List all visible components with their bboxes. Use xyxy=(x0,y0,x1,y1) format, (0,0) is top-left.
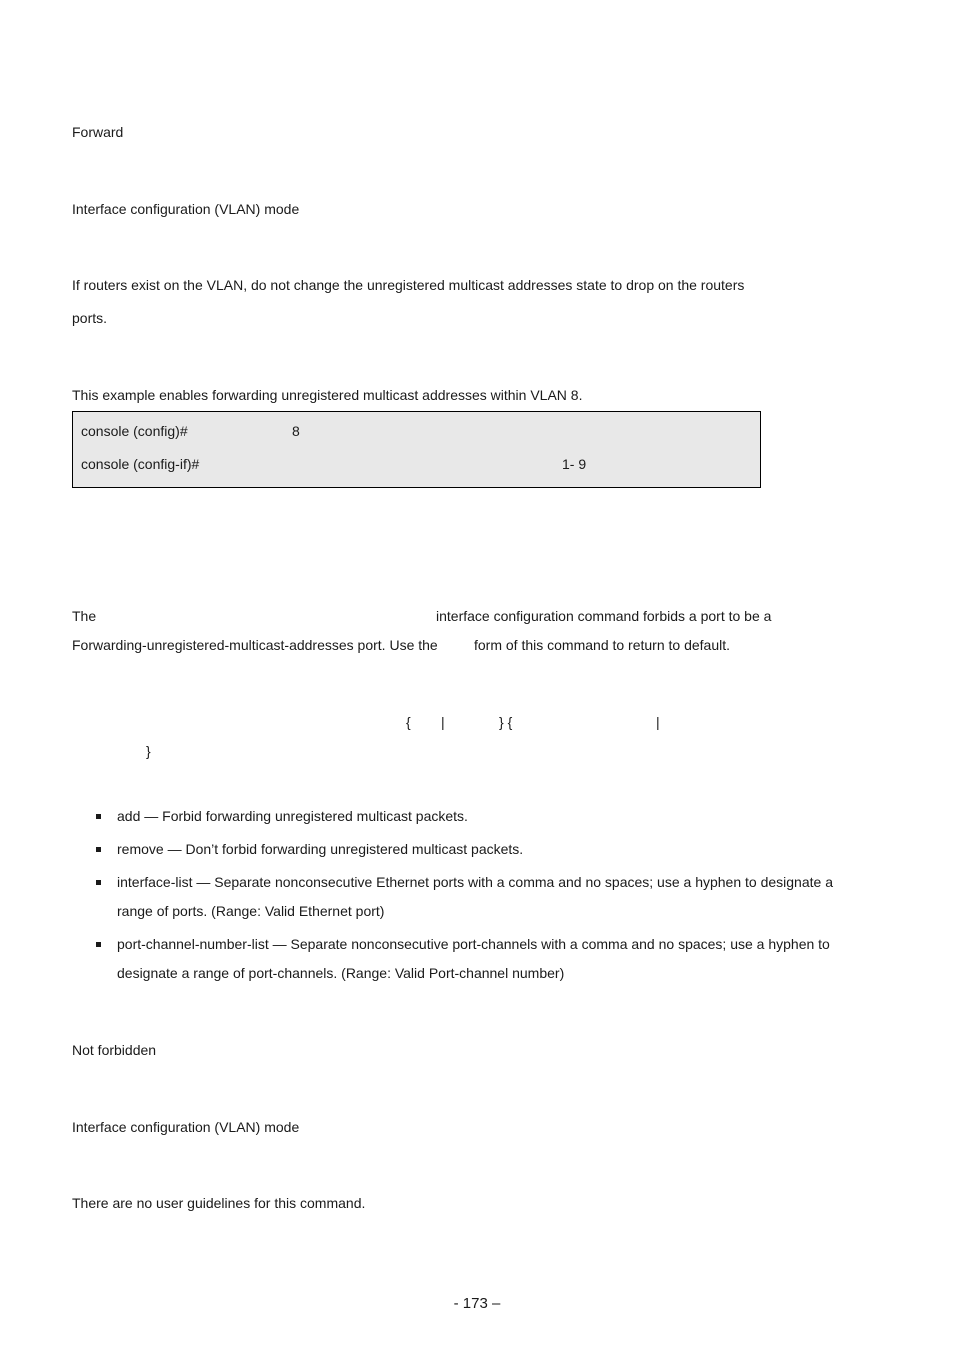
parameter-interface-list-line-2: range of ports. (Range: Valid Ethernet port) xyxy=(117,903,385,919)
user-guidelines-text-2: There are no user guidelines for this command. xyxy=(72,1195,366,1211)
code-value-1: 8 xyxy=(292,423,300,439)
command-mode-value-2: Interface configuration (VLAN) mode xyxy=(72,1119,300,1135)
user-guidelines-line-1: If routers exist on the VLAN, do not change the unregistered multicast addresses state to drop on the routers xyxy=(72,277,745,293)
syntax-open-brace-1: { xyxy=(406,714,411,730)
syntax-pipe-1: | xyxy=(441,714,445,730)
bullet-icon xyxy=(96,880,101,885)
bullet-icon xyxy=(96,942,101,947)
user-guidelines-line-2: ports. xyxy=(72,310,108,326)
code-prompt-1: console (config)# xyxy=(81,423,188,439)
bullet-icon xyxy=(96,814,101,819)
parameter-port-channel-line-2: designate a range of port-channels. (Range: Valid Port-channel number) xyxy=(117,965,565,981)
syntax-pipe-2: | xyxy=(656,714,660,730)
example-code-block xyxy=(72,411,761,488)
parameter-interface-list-line-1: interface-list — Separate nonconsecutive Ethernet ports with a comma and no spaces; use a hyphen to designate a xyxy=(117,874,833,890)
example-description: This example enables forwarding unregistered multicast addresses within VLAN 8. xyxy=(72,387,583,403)
syntax-close-open-brace: } { xyxy=(499,714,513,730)
code-prompt-2: console (config-if)# xyxy=(81,456,200,472)
code-value-2: 1- 9 xyxy=(562,456,587,472)
description-line-1-end: interface configuration command forbids a port to be a xyxy=(436,608,772,624)
page-number: - 173 – xyxy=(453,1295,501,1312)
syntax-close-brace-2: } xyxy=(146,743,151,759)
description-line-2-start: Forwarding-unregistered-multicast-addresses port. Use the xyxy=(72,637,438,653)
default-setting-value: Forward xyxy=(72,124,124,140)
description-line-2-end: form of this command to return to default. xyxy=(474,637,731,653)
parameter-add: add — Forbid forwarding unregistered multicast packets. xyxy=(117,808,468,824)
parameter-remove: remove — Don’t forbid forwarding unregistered multicast packets. xyxy=(117,841,524,857)
command-mode-value: Interface configuration (VLAN) mode xyxy=(72,201,300,217)
parameter-port-channel-line-1: port-channel-number-list — Separate nonconsecutive port-channels with a comma and no spaces; use a hyphen to xyxy=(117,936,830,952)
default-setting-value-2: Not forbidden xyxy=(72,1042,157,1058)
description-line-1-start: The xyxy=(72,608,97,624)
bullet-icon xyxy=(96,847,101,852)
